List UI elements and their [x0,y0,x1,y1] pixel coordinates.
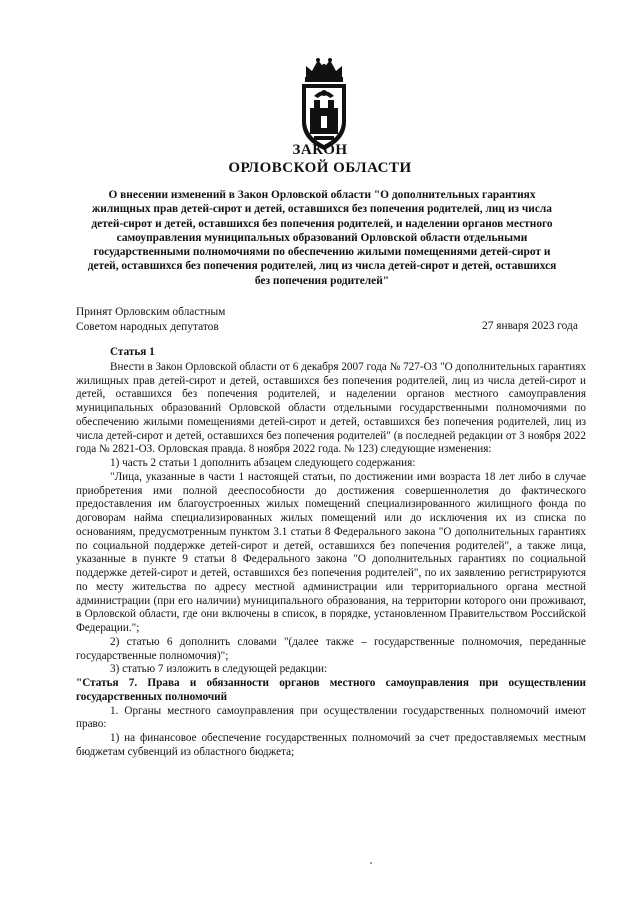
adoption-line-1: Принят Орловским областным [76,306,226,318]
article-intro: Внести в Закон Орловской области от 6 декабря 2007 года № 727-ОЗ "О дополнительных гарантиях жилищных прав детей-сирот и детей, оставшихся без попечения родителей, лиц из числа детей-сирот и детей, оставшихся без попечения родителей, и наделении органов местного самоуправления муниципальных образований Орловской области отдельными государственными полномочиями по обеспечению жилыми помещениями детей-сирот и детей, оставшихся без попечения родителей, лиц из числа детей-сирот и детей, оставшихся без попечения родителей" (в последней редакции от 3 ноября 2022 года № 2821-ОЗ. Орловская правда. 8 ноября 2022 года. № 123) следующие изменения: [76,360,586,456]
article-7-subparagraph-1: 1) на финансовое обеспечение государственных полномочий за счет предоставляемых местным бюджетам субвенций из областного бюджета; [76,732,586,758]
law-subject: О внесении изменений в Закон Орловской области "О дополнительных гарантиях жилищных прав детей-сирот и детей, оставшихся без попечения родителей, лиц из числа детей-сирот и детей, оставшихся без попечения родителей, и наделении органов местного самоуправления муниципальных образований Орловской области отдельными государственными полномочиями по обеспечению жилыми помещениями детей-сирот и детей, оставшихся без попечения родителей, лиц из числа детей-сирот и детей, оставшихся без попечения родителей" [87,189,557,287]
amendment-item-2: 2) статью 6 дополнить словами "(далее также – государственные полномочия, переданные государственные полномочия)"; [76,635,586,662]
law-body [76,346,586,760]
article-7-heading: "Статья 7. Права и обязанности органов местного самоуправления при осуществлении государственных полномочий [76,677,586,703]
law-title: ЗАКОН [292,142,348,158]
region-title: ОРЛОВСКОЙ ОБЛАСТИ [228,160,412,176]
amendment-quote: "Лица, указанные в части 1 настоящей статьи, по достижении ими возраста 18 лет либо в случае приобретения ими полной дееспособности до достижения совершеннолетия до фактического предоставления им благоустроенных жилых помещений специализированного жилищного фонда по договорам найма специализированных жилых помещений или до исключения их из списка по основаниям, предусмотренным пунктом 3.1 статьи 8 Федерального закона "О дополнительных гарантиях по социальной поддержке детей-сирот и детей, оставшихся без попечения родителей", а также лица, указанные в пункте 9 статьи 8 Федерального закона "О дополнительных гарантиях по социальной поддержке детей-сирот и детей, оставшихся без попечения родителей", по их заявлению регистрируются по месту жительства по адресу местной администрации или территориального органа местной администрации (при его наличии) муниципального образования, на территории которого они проживают, в Орловской области, где они включены в список, в порядке, установленном Правительством Российской Федерации."; [76,470,586,634]
adoption-line-2: Советом народных депутатов [76,320,219,333]
amendment-item-3: 3) статью 7 изложить в следующей редакции: [110,663,328,676]
scan-mark [370,862,372,864]
coat-of-arms-icon [292,56,356,156]
article-heading: Статья 1 [110,346,155,358]
article-7-paragraph-1: 1. Органы местного самоуправления при осуществлении государственных полномочий имеют право: [76,704,586,731]
adoption-date: 27 января 2023 года [482,320,578,332]
adoption-block [76,305,225,334]
amendment-item-1: 1) часть 2 статьи 1 дополнить абзацем следующего содержания: [110,457,416,469]
